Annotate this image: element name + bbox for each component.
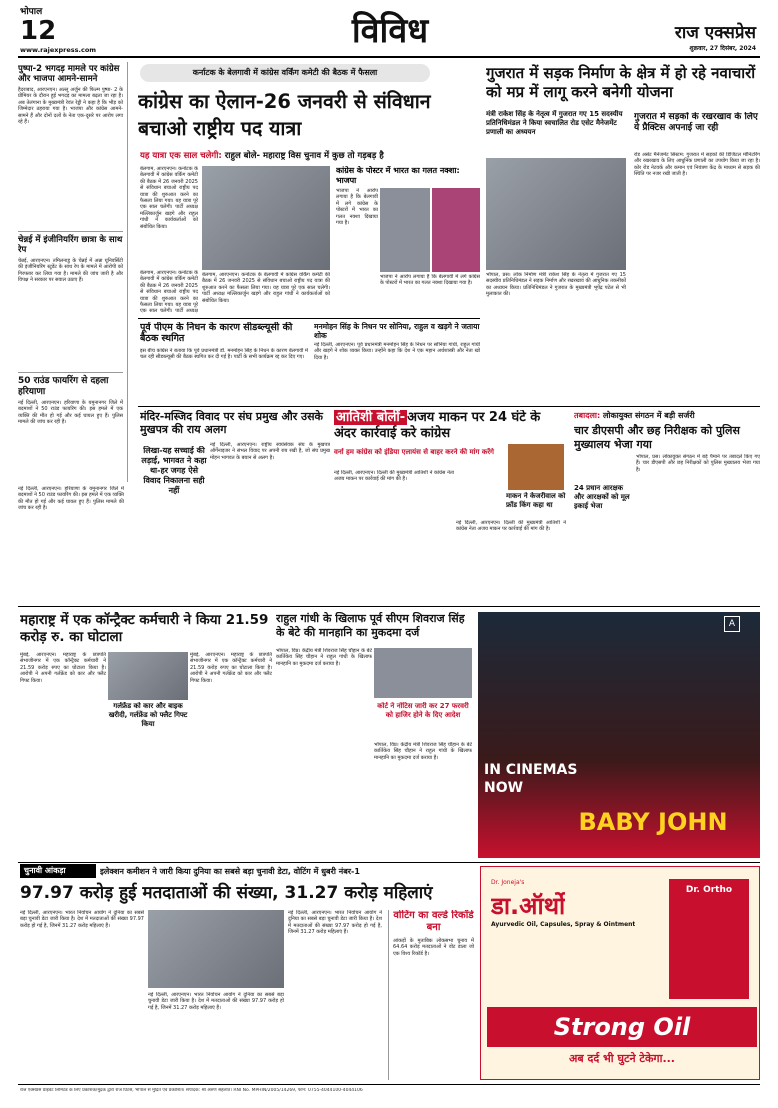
main-headline: कांग्रेस का ऐलान-26 जनवरी से संविधान बचाओ राष्ट्रीय पद यात्रा (138, 90, 431, 140)
story-body: हैदराबाद, आरएनएन। अल्लू अर्जुन की फिल्म पुष्पा- 2 के प्रीमियर के दौरान हुई भगदड़ का मामला बढ़ता जा रहा है। अब तेलंगाना के मुख्यमंत्री रेवंत रेड्डी ने कहा है कि भीड़ को जिम्मेदार ठहराया गया है। भाजपा और कांग्रेस आमने-सामने हैं और दोनों दलों के नेता एक-दूसरे पर आरोप लगा रहे हैं। (18, 87, 123, 126)
rahul-kharge-photo (202, 166, 330, 270)
tabadla-kicker-text: लोकायुक्त संगठन में बड़ी सर्जरी (602, 411, 695, 420)
main-body: बेलगाम, आरएनएन। कर्नाटक के बेलगावी में कांग्रेस वर्किंग कमेटी की बैठक में 26 जनवरी 2025 से संविधान बचाओ राष्ट्रीय पद यात्रा की शुरुआत करने का फैसला लिया गया। यह यात्रा पूरे एक साल चलेगी। पार्टी अध्यक्ष मल्लिकार्जुन खड़गे और राहुल गांधी ने कार्यकर्ताओं को संबोधित किया। (140, 166, 198, 230)
atishi-body-cont: नई दिल्ली, आरएनएन। दिल्ली की मुख्यमंत्री आतिशी ने कांग्रेस नेता अजय माकन पर कार्रवाई की मांग की है। (456, 520, 566, 533)
story-title: 50 राउंड फायरिंग से दहला हरियाणा (18, 376, 109, 397)
mm-body: नई दिल्ली, आरएनएन। पूर्व प्रधानमंत्री मनमोहन सिंह के निधन पर सोनिया गांधी, राहुल गांधी और खड़गे ने शोक व्यक्त किया। उन्होंने कहा कि देश ने एक महान अर्थशास्त्री और नेता खो दिया है। (314, 342, 480, 361)
maha-body: मुंबई, आरएनएन। महाराष्ट्र के छत्रपति संभाजीनगर में एक कॉन्ट्रैक्ट कर्मचारी ने 21.59 करोड़ रुपए का घोटाला किया है। आरोपी ने अपनी गर्लफ्रेंड को कार और फ्लैट गिफ्ट किया। (20, 652, 106, 684)
ortho-ad[interactable] (480, 866, 760, 1080)
maha-quote: गर्लफ्रेंड को कार और बाइक खरीदी, गर्लफ्रेंड को फ्लैट गिफ्ट किया (108, 702, 188, 728)
gujarat-box-body: रोड असेट मैनेजमेंट सिस्टम: गुजरात में सड़कों की डिजिटल मॉनिटरिंग और रखरखाव के लिए आधुनिक प्रणाली का उपयोग किया जा रहा है। कोर रोड नेटवर्क और कमान एवं नियंत्रण केंद्र के माध्यम से सड़क की स्थिति पर नजर रखी जाती है। (634, 152, 760, 178)
poster-photo (380, 188, 430, 272)
rahul-body-cont: भोपाल, विप्र। केंद्रीय मंत्री शिवराज सिंह चौहान के बेटे कार्तिकेय सिंह चौहान ने राहुल गांधी के खिलाफ मानहानि का मुकदमा दर्ज कराया है। (374, 742, 472, 761)
maha-body-cont: मुंबई, आरएनएन। महाराष्ट्र के छत्रपति संभाजीनगर में एक कॉन्ट्रैक्ट कर्मचारी ने 21.59 करोड़ रुपए का घोटाला किया है। आरोपी ने अपनी गर्लफ्रेंड को कार और फ्लैट गिफ्ट किया। (190, 652, 272, 684)
mm-title: मनमोहन सिंह के निधन पर सोनिया, राहुल व खड़गे ने जताया शोक (314, 322, 480, 340)
divider (138, 406, 760, 407)
city-label: भोपाल (20, 7, 43, 17)
ortho-strong: Strong Oil (487, 1007, 757, 1047)
story-title: चेन्नई में इंजीनियरिंग छात्रा के साथ रेप (18, 235, 123, 255)
page-number: 12 (20, 16, 57, 46)
mandir-quote: लिखा-यह सच्चाई की लड़ाई, भागवत ने कहा था-हर जगह ऐसे विवाद निकालना सही नहीं (141, 446, 207, 495)
chunavi-box-title: वोटिंग का वर्ल्ड रिकॉर्ड बना (393, 910, 474, 933)
chunavi-body-cont: नई दिल्ली, आरएनएन। भारत निर्वाचन आयोग ने दुनिया का सबसे बड़ा चुनावी डेटा जारी किया है। देश में मतदाताओं की संख्या 97.97 करोड़ हो गई है, जिनमें 31.27 करोड़ महिलाएं हैं। (148, 992, 284, 1011)
left-column (18, 62, 128, 482)
chunavi-body: नई दिल्ली, आरएनएन। भारत निर्वाचन आयोग ने दुनिया का सबसे बड़ा चुनावी डेटा जारी किया है। देश में मतदाताओं की संख्या 97.97 करोड़ हो गई है, जिनमें 31.27 करोड़ महिलाएं हैं। (20, 910, 144, 929)
tabadla-title: चार डीएसपी और छह निरीक्षक को पुलिस मुख्यालय भेजा गया (574, 424, 740, 451)
ad-title: BABY JOHN (578, 808, 728, 836)
ortho-name: डा.ऑर्थो (491, 892, 566, 920)
side-body: भाजपा ने आरोप लगाया है कि बेलगावी में लगे कांग्रेस के पोस्टरों में भारत का गलत नक्शा दिखाया गया है। (336, 188, 378, 227)
divider (18, 862, 760, 863)
voters-photo (148, 910, 284, 988)
movie-ad[interactable] (478, 612, 760, 858)
main-body-cont: बेलगाम, आरएनएन। कर्नाटक के बेलगावी में कांग्रेस वर्किंग कमेटी की बैठक में 26 जनवरी 2025 से संविधान बचाओ राष्ट्रीय पद यात्रा की शुरुआत करने का फैसला लिया गया। यह यात्रा पूरे एक साल चलेगी। पार्टी अध्यक्ष मल्लिकार्जुन खड़गे और राहुल गांधी ने कार्यकर्ताओं को संबोधित किया। (202, 272, 330, 304)
gujarat-photo (486, 158, 626, 270)
gujarat-body: भोपाल, प्रस। लोक निर्माण मंत्री राकेश सिंह के नेतृत्व में गुजरात गए 15 सदस्यीय प्रतिनिधिमंडल ने सड़क निर्माण और रखरखाव की आधुनिक तकनीकों का अध्ययन किया। प्रतिनिधिमंडल ने गुजरात के मुख्यमंत्री भूपेंद्र पटेल से भी मुलाकात की। (486, 272, 626, 298)
newspaper-brand: राज एक्सप्रेस (674, 23, 756, 43)
divider (138, 318, 480, 319)
story-body-continued: नई दिल्ली, आरएनएन। हरियाणा के यमुनानगर जिले में बदमाशों ने 50 राउंड फायरिंग की। इस हमले में एक व्यक्ति की मौत हो गई और कई घायल हुए हैं। पुलिस मामले की जांच कर रही है। (18, 486, 124, 512)
mandir-body: नई दिल्ली, आरएनएन। राष्ट्रीय स्वयंसेवक संघ के मुखपत्र ऑर्गेनाइजर ने संभल विवाद पर अपनी राय रखी है, जो संघ प्रमुख मोहन भागवत के बयान से अलग है। (210, 442, 330, 461)
atishi-text: अजय माकन पर 24 घंटे के अंदर कार्रवाई करे कांग्रेस (334, 410, 541, 441)
masthead-rule (18, 56, 760, 58)
section-title: विविध (351, 11, 429, 51)
gujarat-sub: मंत्री राकेश सिंह के नेतृत्व में गुजरात गए 15 सदस्यीय प्रतिनिधिमंडल ने किया स्वचालित रोड एसेट मैनेजमेंट प्रणाली का अध्ययन (486, 110, 623, 136)
rahul-photo (374, 648, 472, 698)
chunavi-kicker: इलेक्शन कमीशन ने जारी किया दुनिया का सबसे बड़ा चुनावी डेटा, वोटिंग में धुबरी नंबर-1 (100, 867, 360, 876)
mandir-title: मंदिर-मस्जिद विवाद पर संघ प्रमुख और उसके मुखपत्र की राय अलग (140, 410, 323, 436)
gujarat-box-title: गुजरात में सड़कों के रखरखाव के लिए ये प्रैक्टिस अपनाई जा रही (634, 112, 758, 133)
chunavi-box (388, 910, 474, 1080)
maha-title: महाराष्ट्र में एक कॉन्ट्रैक्ट कर्मचारी ने किया 21.59 करोड़ रु. का घोटाला (20, 612, 269, 645)
pm-body: इस बीच कांग्रेस ने बताया कि पूर्व प्रधानमंत्री डॉ. मनमोहन सिंह के निधन के कारण बेलगावी में चल रही सीडब्ल्यूसी की बैठक स्थगित कर दी गई है। पार्टी के सभी कार्यक्रम रद्द कर दिए गए। (140, 348, 308, 361)
rahul-body: भोपाल, विप्र। केंद्रीय मंत्री शिवराज सिंह चौहान के बेटे कार्तिकेय सिंह चौहान ने राहुल गांधी के खिलाफ मानहानि का मुकदमा दर्ज कराया है। (276, 648, 372, 667)
makan-photo (508, 444, 564, 490)
side-body-cont: भाजपा ने आरोप लगाया है कि बेलगावी में लगे कांग्रेस के पोस्टरों में भारत का गलत नक्शा दिखाया गया है। (380, 274, 480, 287)
chunavi-tag: चुनावी आंकड़ा (20, 864, 96, 878)
rahul-box: कोर्ट ने नोटिस जारी कर 27 फरवरी को हाजिर होने के दिए आदेश (377, 702, 469, 719)
issue-date: शुक्रवार, 27 दिसंबर, 2024 (689, 45, 756, 52)
maha-photo (108, 652, 188, 700)
rating-badge: A (724, 616, 740, 632)
divider (18, 606, 760, 607)
side-title: कांग्रेस के पोस्टर में भारत का गलत नक्शा: भाजपा (336, 166, 460, 185)
ortho-sub: Ayurvedic Oil, Capsules, Spray & Ointment (491, 921, 636, 928)
gujarat-headline: गुजरात में सड़क निर्माण के क्षेत्र में हो रहे नवाचारों को मप्र में लागू करने बनेगी योजना (486, 64, 756, 101)
atishi-title (334, 410, 566, 442)
ortho-box: Dr. Ortho (669, 879, 749, 999)
main-subheadline (140, 150, 480, 161)
tabadla-side: 24 प्रधान आरक्षक और आरक्षकों को मूल इकाई भेजा (574, 484, 630, 510)
tabadla-body: भोपाल, प्रस। लोकायुक्त संगठन में बड़े पैमाने पर तबादले किए गए हैं। चार डीएसपी और छह निरीक्षकों को पुलिस मुख्यालय भेजा गया है। (636, 454, 760, 473)
pm-title: पूर्व पीएम के निधन के कारण सीडब्ल्यूसी की बैठक स्थगित (140, 322, 293, 344)
atishi-body: नई दिल्ली, आरएनएन। दिल्ली की मुख्यमंत्री आतिशी ने कांग्रेस नेता अजय माकन पर कार्रवाई की मांग की है। (334, 470, 454, 483)
ortho-brand: Dr. Joneja's (491, 879, 525, 886)
website-link[interactable]: www.rajexpress.com (20, 46, 97, 54)
footer-rule (18, 1084, 760, 1085)
chunavi-body-more: नई दिल्ली, आरएनएन। भारत निर्वाचन आयोग ने दुनिया का सबसे बड़ा चुनावी डेटा जारी किया है। देश में मतदाताओं की संख्या 97.97 करोड़ हो गई है, जिनमें 31.27 करोड़ महिलाएं हैं। (288, 910, 382, 936)
atishi-red: आतिशी बोलीं- (336, 410, 406, 425)
tabadla-red: तबादला: (574, 411, 601, 420)
atishi-sub: वर्ना हम कांग्रेस को इंडिया एलायंस से बाहर करने की मांग करेंगे (334, 448, 495, 456)
imprint-footer: राज एक्सप्रेस प्राइवेट लिमिटेड के लिए प्रकाशक/मुद्रक द्वारा राज प्रिंटर्स, भोपाल से मुद्रित एवं प्रकाशित। संपादक: श्री अरुण सहलोत। RNI No. MPHIN/2005/14269, फोन: 0755-4044100-4044106 (20, 1088, 363, 1093)
story-title: पुष्पा-2 भगदड़ मामले पर कांग्रेस और भाजपा आमने-सामने (18, 64, 120, 84)
subhead-text: राहुल बोले- महाराष्ट्र विस चुनाव में कुछ तो गड़बड़ है (224, 151, 384, 161)
poster-photo (432, 188, 480, 272)
ad-line1: IN CINEMAS (484, 762, 578, 778)
story-body: चेन्नई, आरएनएन। तमिलनाडु के चेन्नई में अन्ना यूनिवर्सिटी की इंजीनियरिंग स्टूडेंट के साथ रेप के मामले में आरोपी को गिरफ्तार कर लिया गया है। मामले की जांच जारी है और विपक्ष ने सरकार पर सवाल उठाए हैं। (18, 258, 123, 284)
chunavi-headline: 97.97 करोड़ हुई मतदाताओं की संख्या, 31.27 करोड़ महिलाएं (20, 883, 433, 903)
main-body-more: बेलगाम, आरएनएन। कर्नाटक के बेलगावी में कांग्रेस वर्किंग कमेटी की बैठक में 26 जनवरी 2025 से संविधान बचाओ राष्ट्रीय पद यात्रा की शुरुआत करने का फैसला लिया गया। यह यात्रा पूरे एक साल चलेगी। पार्टी अध्यक्ष (140, 270, 198, 314)
ad-line2: NOW (484, 780, 524, 796)
tabadla-kicker (574, 410, 760, 421)
story-body: नई दिल्ली, आरएनएन। हरियाणा के यमुनानगर जिले में बदमाशों ने 50 राउंड फायरिंग की। इस हमले में एक व्यक्ति की मौत हो गई और कई घायल हुए हैं। पुलिस मामले की जांच कर रही है। (18, 400, 123, 426)
ortho-tagline: अब दर्द भी घुटने टेकेगा... (569, 1052, 675, 1065)
kicker: कर्नाटक के बेलगावी में कांग्रेस वर्किंग कमेटी की बैठक में फैसला (140, 64, 430, 82)
atishi-box: माकन ने केजरीवाल को फ्रॉड किंग कहा था (506, 492, 566, 509)
rahul-title: राहुल गांधी के खिलाफ पूर्व सीएम शिवराज सिंह के बेटे की मानहानि का मुकदमा दर्ज (276, 612, 465, 639)
subhead-red: यह यात्रा एक साल चलेगी: (140, 151, 222, 161)
chunavi-box-body: आंकड़ों के मुताबिक लोकसभा चुनाव में 64.64 करोड़ मतदाताओं ने वोट डाला जो एक विश्व रिकॉर्ड है। (393, 938, 474, 957)
